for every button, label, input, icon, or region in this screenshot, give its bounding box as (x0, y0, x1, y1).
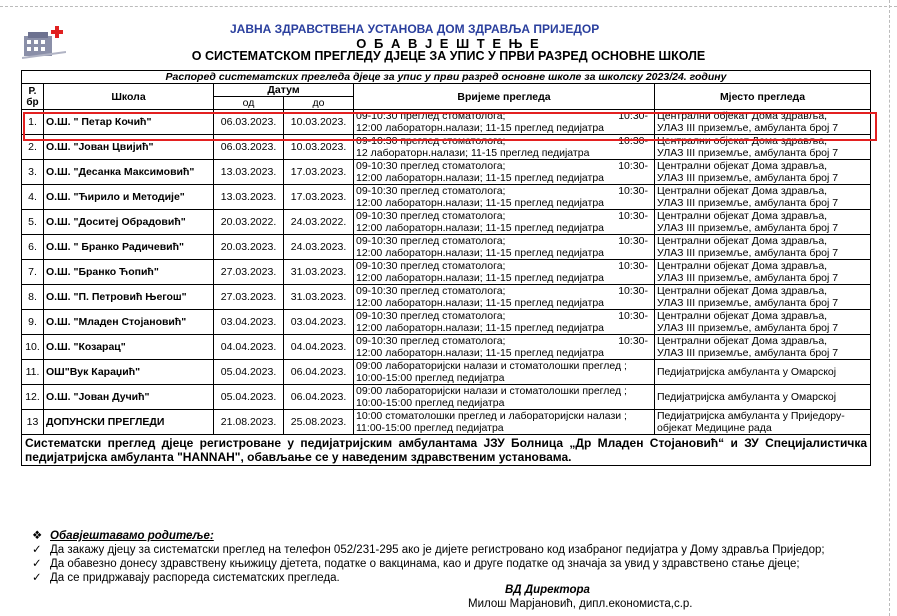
row-number: 2. (22, 135, 44, 160)
exam-place: Централни објекат Дома здравља, УЛАЗ III приземље, амбуланта број 7 (655, 260, 871, 285)
row-number: 1. (22, 110, 44, 135)
exam-time: 09-10:30 преглед стоматолога; 10:30- 12:00 лабораторн.налази; 11-15 преглед педијатра (354, 260, 655, 285)
exam-time: 10:00 стоматолошки преглед и лабораторијски налази ; 11:00-15:00 преглед педијатра (354, 410, 655, 435)
table-row (22, 160, 871, 185)
exam-place: Централни објекат Дома здравља, УЛАЗ III приземље, амбуланта број 7 (655, 185, 871, 210)
date-to: 17.03.2023. (284, 160, 354, 185)
date-from: 20.03.2022. (214, 210, 284, 235)
date-from: 05.04.2023. (214, 360, 284, 385)
table-row (22, 285, 871, 310)
school-name: ОШ"Вук Караџић" (44, 360, 214, 385)
date-from: 27.03.2023. (214, 285, 284, 310)
row-number: 3. (22, 160, 44, 185)
list-item: ✓ Да обавезно донесу здравствену књижицу дјетета, податке о вакцинама, као и друге податке од значаја за увид у здравствено стање дјеце; (32, 558, 800, 570)
date-from: 04.04.2023. (214, 335, 284, 360)
date-to: 04.04.2023. (284, 335, 354, 360)
exam-place: Централни објекат Дома здравља, УЛАЗ III приземље, амбуланта број 7 (655, 110, 871, 135)
date-to: 06.04.2023. (284, 360, 354, 385)
school-name: О.Ш. "Козарац" (44, 335, 214, 360)
exam-place: Централни објекат Дома здравља, УЛАЗ III приземље, амбуланта број 7 (655, 335, 871, 360)
school-name: О.Ш. "Јован Дучић" (44, 385, 214, 410)
exam-place: Педијатријска амбуланта у Омарској (655, 385, 871, 410)
check-bullet-icon: ✓ (32, 572, 42, 584)
check-bullet-icon: ✓ (32, 544, 42, 556)
signature-name: Милош Марјановић, дипл.економиста,с.р. (468, 598, 693, 610)
date-from: 27.03.2023. (214, 260, 284, 285)
exam-time: 09-10:30 преглед стоматолога; 10:30- 12:00 лабораторн.налази; 11-15 преглед педијатра (354, 335, 655, 360)
date-to: 31.03.2023. (284, 260, 354, 285)
exam-time: 09-10:30 преглед стоматолога; 10:30- 12 лабораторн.налази; 11-15 преглед педијатра (354, 135, 655, 160)
table-caption: Распоред систематских прегледа дјеце за упис у први разред основне школе за школску 2023/24. годину (22, 71, 871, 84)
date-to: 10.03.2023. (284, 110, 354, 135)
notes-title-line (32, 529, 825, 543)
school-name: О.Ш. "Јован Цвијић" (44, 135, 214, 160)
date-from: 05.04.2023. (214, 385, 284, 410)
exam-time: 09-10:30 преглед стоматолога; 10:30- 12:00 лабораторн.налази; 11-15 преглед педијатра (354, 310, 655, 335)
date-to: 31.03.2023. (284, 285, 354, 310)
exam-place: Централни објекат Дома здравља, УЛАЗ III приземље, амбуланта број 7 (655, 135, 871, 160)
date-to: 25.08.2023. (284, 410, 354, 435)
table-row (22, 185, 871, 210)
col-header-no: Р. бр (22, 84, 44, 110)
exam-place: Педијатријска амбуланта у Омарској (655, 360, 871, 385)
notes-title: Обавјештавамо родитеље: (50, 530, 214, 542)
table-row (22, 210, 871, 235)
date-from: 21.08.2023. (214, 410, 284, 435)
table-row (22, 235, 871, 260)
page-top-border (0, 6, 897, 7)
row-number: 6. (22, 235, 44, 260)
exam-time: 09-10:30 преглед стоматолога; 10:30- 12:00 лабораторн.налази; 11-15 преглед педијатра (354, 110, 655, 135)
exam-place: Централни објекат Дома здравља, УЛАЗ III приземље, амбуланта број 7 (655, 160, 871, 185)
exam-time: 09-10:30 преглед стоматолога; 10:30- 12:00 лабораторн.налази; 11-15 преглед педијатра (354, 160, 655, 185)
table-row (22, 310, 871, 335)
exam-place: Централни објекат Дома здравља, УЛАЗ III приземље, амбуланта број 7 (655, 285, 871, 310)
exam-time: 09:00 лабораторијски налази и стоматолошки преглед ; 10:00-15:00 преглед педијатра (354, 360, 655, 385)
col-header-from: од (214, 97, 284, 110)
notice-title: О Б А В Ј Е Ш Т Е Њ Е (356, 36, 541, 51)
exam-time: 09-10:30 преглед стоматолога; 10:30- 12:00 лабораторн.налази; 11-15 преглед педијатра (354, 285, 655, 310)
list-item: ✓ Да се придржавају распореда систематских прегледа. (32, 572, 340, 584)
date-from: 20.03.2023. (214, 235, 284, 260)
date-to: 06.04.2023. (284, 385, 354, 410)
institution-name: ЈАВНА ЗДРАВСТВЕНА УСТАНОВА ДОМ ЗДРАВЉА ПРИЈЕДОР (230, 22, 600, 36)
table-row (22, 360, 871, 385)
parent-notes (32, 529, 825, 585)
date-to: 24.03.2023. (284, 235, 354, 260)
row-number: 5. (22, 210, 44, 235)
date-from: 13.03.2023. (214, 160, 284, 185)
date-to: 24.03.2022. (284, 210, 354, 235)
col-header-date: Датум (214, 84, 354, 97)
signature-role: ВД Директора (505, 584, 590, 596)
exam-place: Педијатријска амбуланта у Пријeдору- објекат Медицине рада (655, 410, 871, 435)
check-bullet-icon: ✓ (32, 558, 42, 570)
school-name: О.Ш. " Петар Кочић" (44, 110, 214, 135)
col-header-school: Школа (44, 84, 214, 110)
row-number: 4. (22, 185, 44, 210)
col-header-place: Мјесто прегледа (655, 84, 871, 110)
list-item: ✓ Да закажу дјецу за систематски преглед на телефон 052/231-295 ако је дијете регистровано код изабраног педијатра у Дому здравља Приједор; (32, 544, 825, 556)
date-from: 13.03.2023. (214, 185, 284, 210)
exam-time: 09-10:30 преглед стоматолога; 10:30- 12:00 лабораторн.налази; 11-15 преглед педијатра (354, 210, 655, 235)
row-number: 13 (22, 410, 44, 435)
date-from: 06.03.2023. (214, 135, 284, 160)
date-to: 10.03.2023. (284, 135, 354, 160)
row-number: 8. (22, 285, 44, 310)
table-row (22, 260, 871, 285)
table-row (22, 410, 871, 435)
date-from: 03.04.2023. (214, 310, 284, 335)
table-row (22, 335, 871, 360)
page-right-border (889, 0, 890, 616)
row-number: 7. (22, 260, 44, 285)
exam-place: Централни објекат Дома здравља, УЛАЗ III приземље, амбуланта број 7 (655, 235, 871, 260)
row-highlight-box (23, 112, 877, 141)
school-name: О.Ш. "Десанка Максимовић" (44, 160, 214, 185)
school-name: О.Ш. "Доситеј Обрадовић" (44, 210, 214, 235)
school-name: О.Ш. " Бранко Радичевић" (44, 235, 214, 260)
table-row (22, 385, 871, 410)
row-number: 10. (22, 335, 44, 360)
row-number: 11. (22, 360, 44, 385)
date-to: 17.03.2023. (284, 185, 354, 210)
school-name: О.Ш. "Бранко Ћопић" (44, 260, 214, 285)
exam-place: Централни објекат Дома здравља, УЛАЗ III приземље, амбуланта број 7 (655, 210, 871, 235)
exam-time: 09-10:30 преглед стоматолога; 10:30- 12:00 лабораторн.налази; 11-15 преглед педијатра (354, 185, 655, 210)
notice-subject: О СИСТЕМАТСКОМ ПРЕГЛЕДУ ДЈЕЦЕ ЗА УПИС У ПРВИ РАЗРЕД ОСНОВНЕ ШКОЛЕ (191, 49, 706, 63)
date-from: 06.03.2023. (214, 110, 284, 135)
exam-time: 09:00 лабораторијски налази и стоматолошки преглед ; 10:00-15:00 преглед педијатра (354, 385, 655, 410)
col-header-time: Вријеме прегледа (354, 84, 655, 110)
col-header-to: до (284, 97, 354, 110)
row-number: 12. (22, 385, 44, 410)
exam-time: 09-10:30 преглед стоматолога; 10:30- 12:00 лабораторн.налази; 11-15 преглед педијатра (354, 235, 655, 260)
exam-place: Централни објекат Дома здравља, УЛАЗ III приземље, амбуланта број 7 (655, 310, 871, 335)
school-name: О.Ш. "Младен Стојановић" (44, 310, 214, 335)
date-to: 03.04.2023. (284, 310, 354, 335)
row-number: 9. (22, 310, 44, 335)
school-name: ДОПУНСКИ ПРЕГЛЕДИ (44, 410, 214, 435)
diamond-bullet-icon: ❖ (32, 530, 43, 542)
table-footer-note: Систематски преглед дјеце регистроване у педијатријским амбулантама ЈЗУ Болница „Др Младен Стојановић“ и ЗУ Специјалистичка педијатријска амбуланта "HANNAH", обављање се у наведеним здравственим установама. (22, 435, 871, 466)
school-name: О.Ш. "Ћирило и Методије" (44, 185, 214, 210)
school-name: О.Ш. "П. Петровић Његош" (44, 285, 214, 310)
